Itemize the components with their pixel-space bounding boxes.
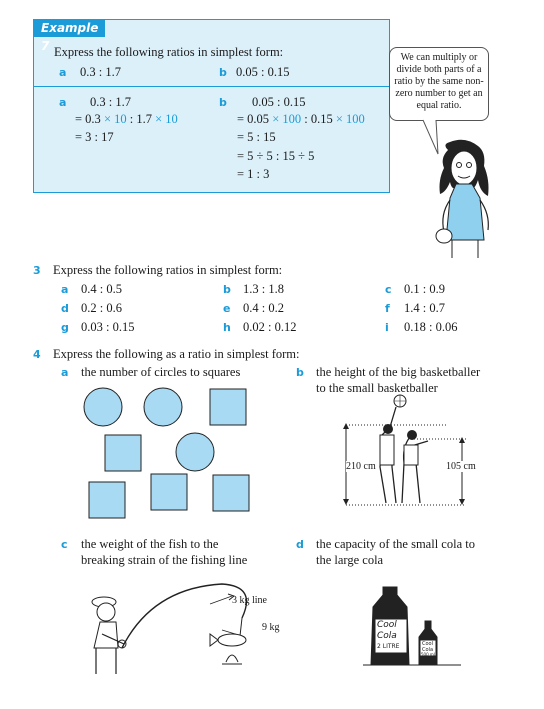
solution-a-line3: = 3 : 17 bbox=[75, 130, 114, 144]
solution-a-line1: 0.3 : 1.7 bbox=[90, 95, 131, 109]
cola-bottles-figure bbox=[355, 585, 465, 667]
square-shape bbox=[151, 474, 187, 510]
solution-b-line4: = 5 ÷ 5 : 15 ÷ 5 bbox=[237, 149, 315, 163]
q3-item-a-text: 0.4 : 0.5 bbox=[81, 282, 122, 296]
q4d-label: d bbox=[296, 538, 304, 551]
small-bottle-text1: Cool bbox=[422, 641, 433, 647]
q4b-line1: the height of the big basketballer bbox=[316, 365, 481, 379]
q4c-line1: the weight of the fish to the bbox=[81, 537, 219, 551]
example-tag: Example 7 bbox=[33, 19, 105, 37]
solution-b-label: b bbox=[219, 96, 227, 109]
q3-item-e-label: e bbox=[223, 302, 231, 315]
q4a-label: a bbox=[61, 366, 69, 379]
circle-shape bbox=[176, 433, 214, 471]
q4-instruction: Express the following as a ratio in simplest form: bbox=[53, 347, 300, 361]
solution-b-line5: = 1 : 3 bbox=[237, 167, 270, 181]
small-bottle-text3: 500 mL bbox=[421, 652, 437, 657]
q3-item-d-text: 0.2 : 0.6 bbox=[81, 301, 122, 315]
q4c-label: c bbox=[61, 538, 68, 551]
example-part-b-ratio: 0.05 : 0.15 bbox=[236, 65, 290, 79]
fig-label-9kg: 9 kg bbox=[262, 622, 280, 633]
big-bottle-text1: Cool bbox=[377, 620, 397, 630]
square-shape bbox=[210, 389, 246, 425]
solution-b-line1: 0.05 : 0.15 bbox=[252, 95, 306, 109]
q3-item-h-label: h bbox=[223, 321, 231, 334]
fig-label-210cm: 210 cm bbox=[346, 461, 376, 472]
q4-number: 4 bbox=[33, 348, 41, 361]
q3-item-b-text: 1.3 : 1.8 bbox=[243, 282, 284, 296]
solution-b-line2: = 0.05 × 100 : 0.15 × 100 bbox=[237, 112, 365, 126]
q3-item-c-text: 0.1 : 0.9 bbox=[404, 282, 445, 296]
q3-item-g-label: g bbox=[61, 321, 69, 334]
square-shape bbox=[213, 475, 249, 511]
q4d-line2: the large cola bbox=[316, 553, 384, 567]
example-part-a-ratio: 0.3 : 1.7 bbox=[80, 65, 121, 79]
q3-item-i-text: 0.18 : 0.06 bbox=[404, 320, 458, 334]
fisherman-figure bbox=[82, 578, 282, 678]
q3-item-f-text: 1.4 : 0.7 bbox=[404, 301, 445, 315]
q4a-text: the number of circles to squares bbox=[81, 365, 241, 379]
q3-item-e-text: 0.4 : 0.2 bbox=[243, 301, 284, 315]
q3-item-c-label: c bbox=[385, 283, 392, 296]
q4b-label: b bbox=[296, 366, 304, 379]
q3-item-d-label: d bbox=[61, 302, 69, 315]
q4c-line2: breaking strain of the fishing line bbox=[81, 553, 248, 567]
circle-shape bbox=[144, 388, 182, 426]
fig-label-105cm: 105 cm bbox=[446, 461, 476, 472]
q3-item-h-text: 0.02 : 0.12 bbox=[243, 320, 297, 334]
q3-item-g-text: 0.03 : 0.15 bbox=[81, 320, 135, 334]
q4d-line1: the capacity of the small cola to bbox=[316, 537, 475, 551]
cartoon-teacher-illustration bbox=[430, 140, 500, 260]
small-bottle-text2: Cola bbox=[422, 647, 434, 653]
solution-b-line3: = 5 : 15 bbox=[237, 130, 276, 144]
square-shape bbox=[89, 482, 125, 518]
fig-label-3kg-line: 3 kg line bbox=[232, 595, 267, 606]
speech-bubble: We can multiply or divide both parts of a ratio by the same non-zero number to get an equal ratio. bbox=[389, 47, 489, 121]
example-part-a-label: a bbox=[59, 66, 67, 79]
example-part-b-label: b bbox=[219, 66, 227, 79]
circles-squares-figure bbox=[75, 385, 265, 520]
example-divider bbox=[33, 86, 389, 87]
big-bottle-text2: Cola bbox=[377, 631, 397, 641]
circle-shape bbox=[84, 388, 122, 426]
q3-item-b-label: b bbox=[223, 283, 231, 296]
q4b-line2: to the small basketballer bbox=[316, 381, 438, 395]
example-instruction: Express the following ratios in simplest form: bbox=[54, 45, 284, 59]
solution-a-label: a bbox=[59, 96, 67, 109]
q3-item-i-label: i bbox=[385, 321, 389, 334]
q3-instruction: Express the following ratios in simplest form: bbox=[53, 263, 283, 277]
q3-item-f-label: f bbox=[385, 302, 390, 315]
basketballers-figure bbox=[330, 395, 490, 510]
square-shape bbox=[105, 435, 141, 471]
big-bottle-text3: 2 LITRE bbox=[377, 643, 400, 650]
q3-item-a-label: a bbox=[61, 283, 69, 296]
q3-number: 3 bbox=[33, 264, 41, 277]
solution-a-line2: = 0.3 × 10 : 1.7 × 10 bbox=[75, 112, 178, 126]
